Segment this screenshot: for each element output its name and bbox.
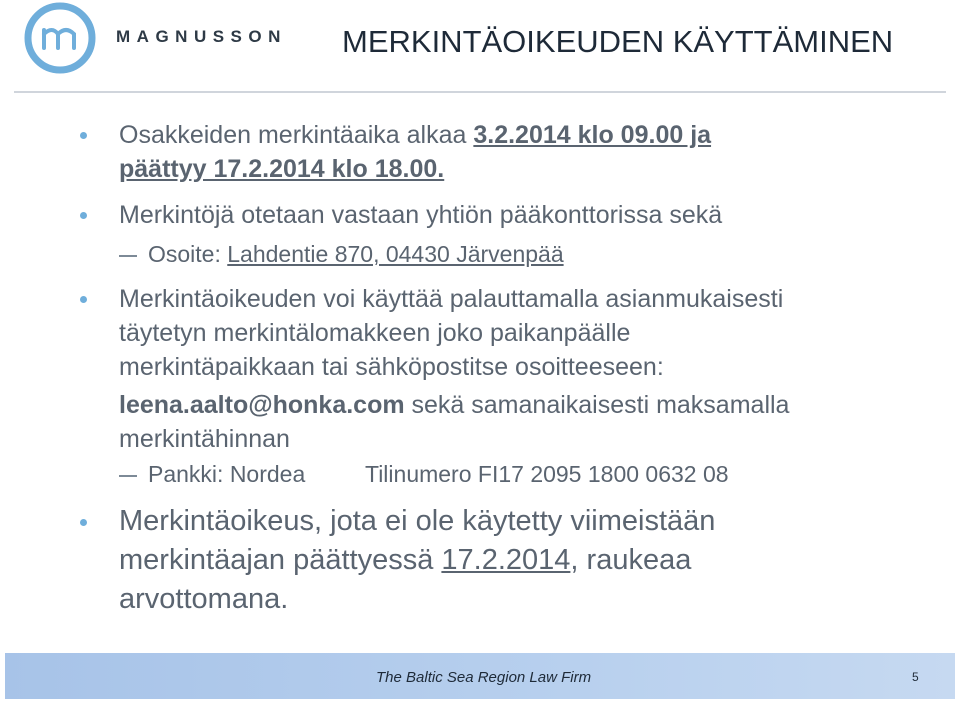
bullet-2-text: Merkintöjä otetaan vastaan yhtiön pääkonttorissa sekä [119, 201, 723, 229]
page-number: 5 [912, 670, 919, 684]
footer-text: The Baltic Sea Region Law Firm [376, 669, 592, 686]
header-divider [14, 91, 946, 93]
bullet-4-line-2 [119, 541, 691, 580]
bullet-1-line-1 [119, 118, 711, 152]
bullet-4-line-2-pre: merkintäajan päättyessä [119, 544, 442, 576]
address-line [148, 239, 564, 269]
bullet-3-line-4 [119, 388, 789, 422]
bullet-icon [80, 132, 87, 139]
brand-name: MAGNUSSON [116, 27, 287, 46]
bank-name: Pankki: Nordea [148, 461, 306, 487]
bullet-icon [80, 212, 87, 219]
dash-icon [119, 255, 137, 257]
dash-icon [119, 475, 137, 477]
bullet-icon [80, 296, 87, 303]
bullet-icon [80, 519, 87, 526]
bullet-4-line-1: Merkintäoikeus, jota ei ole käytetty viimeistään [119, 505, 716, 537]
bullet-3-line-3: merkintäpaikkaan tai sähköpostitse osoitteeseen: [119, 353, 664, 381]
magnusson-logo-icon [24, 2, 96, 74]
bullet-1-pre: Osakkeiden merkintäaika alkaa [119, 121, 474, 149]
address-label: Osoite: [148, 241, 228, 267]
bullet-3-line-1: Merkintäoikeuden voi käyttää palauttamalla asianmukaisesti [119, 285, 784, 313]
bullet-3-line-5: merkintähinnan [119, 425, 290, 453]
bullet-4-line-3: arvottomana. [119, 583, 289, 615]
bullet-1-start: 3.2.2014 klo 09.00 ja [473, 121, 712, 149]
bullet-3-line-4-rest: sekä samanaikaisesti maksamalla [404, 391, 790, 419]
account-number: Tilinumero FI17 2095 1800 0632 08 [365, 461, 729, 487]
bullet-4-line-2-post: , raukeaa [570, 544, 692, 576]
page-title: MERKINTÄOIKEUDEN KÄYTTÄMINEN [342, 24, 894, 59]
email-link[interactable]: leena.aalto@honka.com [119, 391, 405, 419]
address-value: Lahdentie 870, 04430 Järvenpää [227, 241, 564, 267]
bullet-1-end: päättyy 17.2.2014 klo 18.00. [119, 155, 445, 183]
bullet-3-line-2: täytetyn merkintälomakkeen joko paikanpäälle [119, 319, 631, 347]
bullet-4-date: 17.2.2014 [441, 544, 571, 576]
